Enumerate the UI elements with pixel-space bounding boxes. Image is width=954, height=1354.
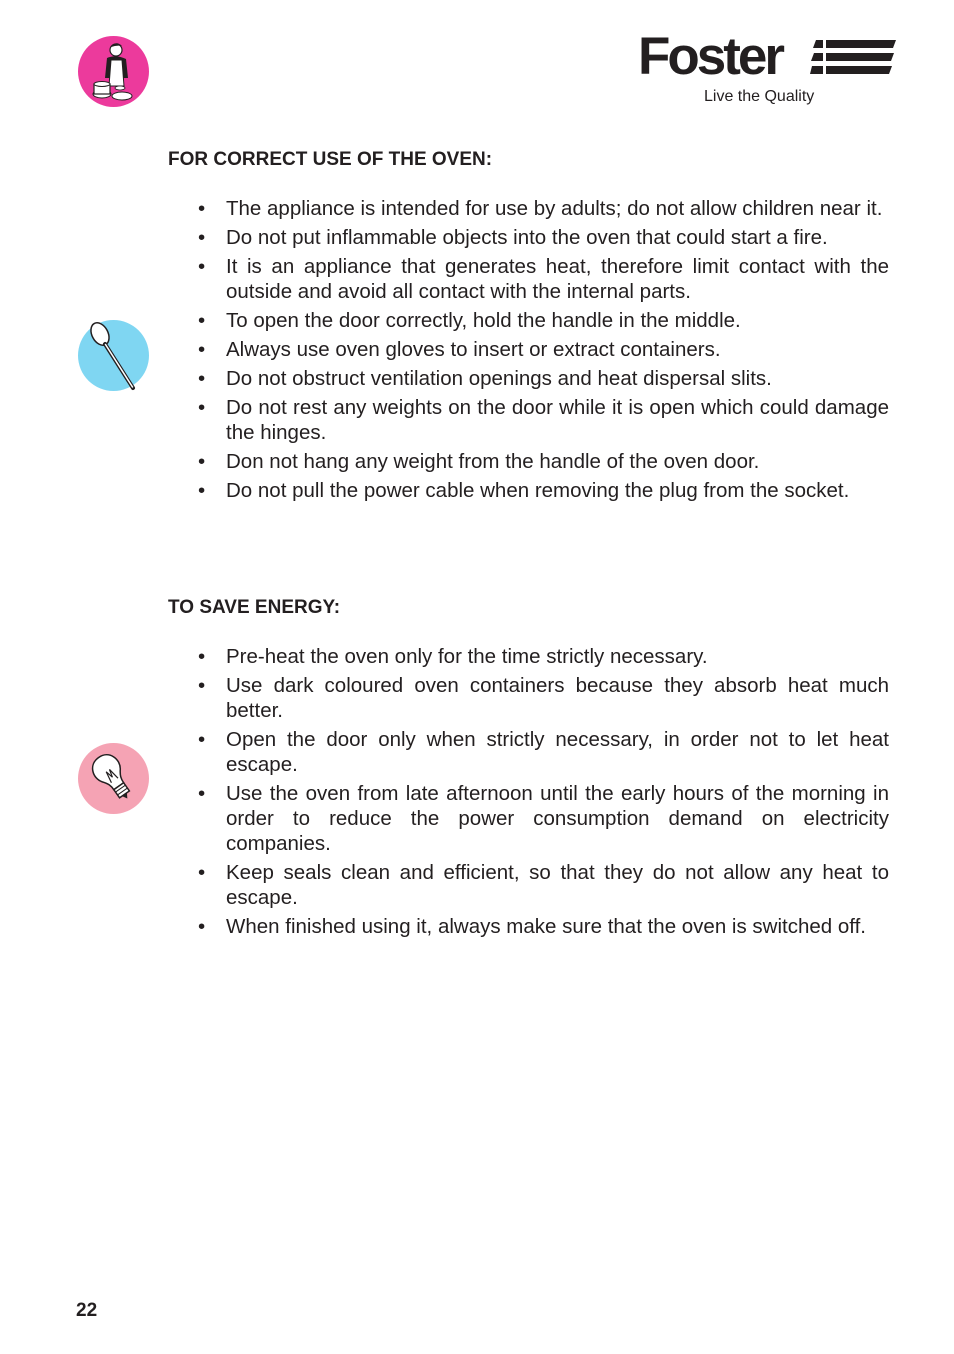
bullet: • — [198, 396, 206, 419]
list-item — [197, 337, 889, 362]
list-item — [197, 395, 889, 445]
bullet: • — [198, 645, 206, 668]
list-item — [197, 196, 889, 221]
bullet: • — [198, 309, 206, 332]
list-item — [197, 781, 889, 856]
bullet: • — [198, 338, 206, 361]
list-item — [197, 860, 889, 910]
list-item-text: Do not put inflammable objects into the oven that could start a fire. — [226, 226, 828, 249]
light-bulb-icon — [78, 743, 149, 814]
list-item — [197, 254, 889, 304]
cook-icon — [78, 36, 149, 107]
bullet: • — [198, 367, 206, 390]
brand-stripes-icon — [810, 40, 896, 76]
list-item — [197, 449, 889, 474]
list-item-text: To open the door correctly, hold the handle in the middle. — [226, 309, 741, 332]
list-item-text: Use the oven from late afternoon until the early hours of the morning in order to reduce the power consumption demand on electricity companies. — [226, 782, 889, 855]
bullet: • — [198, 674, 206, 697]
list-item-text: Don not hang any weight from the handle of the oven door. — [226, 450, 760, 473]
oven-use-list — [197, 196, 889, 507]
list-item-text: Pre-heat the oven only for the time strictly necessary. — [226, 645, 708, 668]
bullet: • — [198, 915, 206, 938]
section-heading-save-energy: TO SAVE ENERGY: — [168, 597, 341, 618]
bullet: • — [198, 861, 206, 884]
list-item-text: Use dark coloured oven containers because they absorb heat much better. — [226, 674, 889, 722]
list-item — [197, 478, 889, 503]
list-item — [197, 914, 889, 939]
list-item — [197, 366, 889, 391]
list-item-text: Always use oven gloves to insert or extract containers. — [226, 338, 721, 361]
section-heading-oven-use: FOR CORRECT USE OF THE OVEN: — [168, 149, 493, 170]
brand-name: Foster — [638, 27, 782, 86]
list-item — [197, 644, 889, 669]
list-item-text: Open the door only when strictly necessary, in order not to let heat escape. — [226, 728, 889, 776]
page-number: 22 — [76, 1300, 98, 1321]
list-item-text: It is an appliance that generates heat, therefore limit contact with the outside and avoid all contact with the internal parts. — [226, 255, 889, 303]
bullet: • — [198, 782, 206, 805]
bullet: • — [198, 226, 206, 249]
brand-logo — [638, 27, 898, 108]
bullet: • — [198, 255, 206, 278]
spoon-icon — [78, 320, 149, 391]
list-item-text: Do not pull the power cable when removing the plug from the socket. — [226, 479, 850, 502]
list-item-text: Keep seals clean and efficient, so that they do not allow any heat to escape. — [226, 861, 889, 909]
list-item-text: The appliance is intended for use by adults; do not allow children near it. — [226, 197, 883, 220]
bullet: • — [198, 479, 206, 502]
brand-tagline: Live the Quality — [704, 88, 815, 105]
bullet: • — [198, 197, 206, 220]
bullet: • — [198, 728, 206, 751]
list-item — [197, 225, 889, 250]
list-item-text: Do not obstruct ventilation openings and heat dispersal slits. — [226, 367, 772, 390]
list-item-text: When finished using it, always make sure that the oven is switched off. — [226, 915, 867, 938]
save-energy-list — [197, 644, 889, 943]
list-item — [197, 727, 889, 777]
list-item-text: Do not rest any weights on the door while it is open which could damage the hinges. — [226, 396, 889, 444]
bullet: • — [198, 450, 206, 473]
list-item — [197, 673, 889, 723]
list-item — [197, 308, 889, 333]
